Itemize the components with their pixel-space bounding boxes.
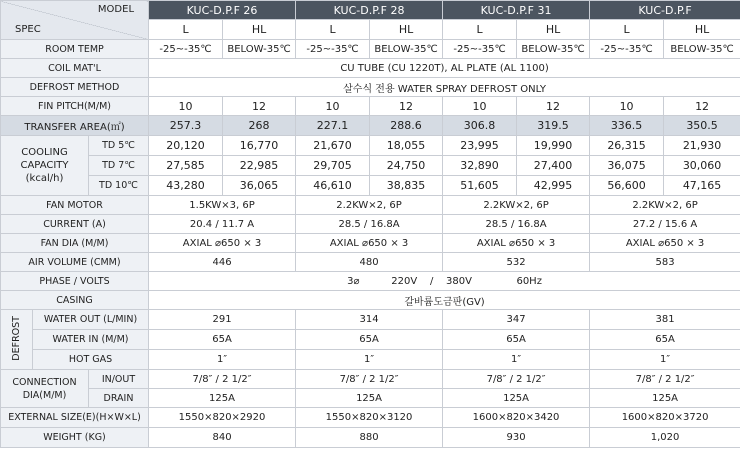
- row-label: TRANSFER AREA(㎡): [1, 116, 149, 136]
- cooling-row-td10: [1, 176, 740, 196]
- variant-header: L: [590, 20, 664, 40]
- defrost-water-in-row: [1, 330, 740, 350]
- cell: 43,280: [149, 176, 223, 196]
- cell: 65A: [149, 330, 296, 350]
- cell: 38,835: [370, 176, 443, 196]
- cell: 갈바륨도금판(GV): [149, 291, 740, 310]
- defrost-water-out-row: [1, 310, 740, 330]
- row-label: CASING: [1, 291, 149, 310]
- cell: 20.4 / 11.7 A: [149, 215, 296, 234]
- coil-mat-row: [1, 59, 740, 78]
- row-label: WATER IN (M/M): [33, 330, 149, 350]
- row-label: IN/OUT: [89, 370, 149, 389]
- connection-inout-row: [1, 370, 740, 389]
- cell: 347: [443, 310, 590, 330]
- cell: 65A: [590, 330, 740, 350]
- row-label: FIN PITCH(M/M): [1, 97, 149, 116]
- variant-header: L: [149, 20, 223, 40]
- cell: 446: [149, 253, 296, 272]
- model-header-label: MODEL: [97, 4, 135, 15]
- row-label: PHASE / VOLTS: [1, 272, 149, 291]
- cell: 36,075: [590, 156, 664, 176]
- variant-header: L: [443, 20, 517, 40]
- connection-group-label: [1, 370, 89, 408]
- row-label: DRAIN: [89, 389, 149, 408]
- cell: 350.5: [664, 116, 740, 136]
- cell: 125A: [443, 389, 590, 408]
- cell: 930: [443, 428, 590, 448]
- cell: 1.5KW×3, 6P: [149, 196, 296, 215]
- cell: 12: [517, 97, 590, 116]
- casing-row: [1, 291, 740, 310]
- cell: 21,670: [296, 136, 370, 156]
- cell: 125A: [590, 389, 740, 408]
- cell: 20,120: [149, 136, 223, 156]
- cell: 880: [296, 428, 443, 448]
- cell: 16,770: [223, 136, 296, 156]
- cell: 1600×820×3420: [443, 408, 590, 428]
- defrost-group-label: [1, 310, 33, 370]
- fan-dia-row: [1, 234, 740, 253]
- cell: 12: [223, 97, 296, 116]
- cell: 1″: [443, 350, 590, 370]
- connection-drain-row: [1, 389, 740, 408]
- variant-header: L: [296, 20, 370, 40]
- cell: 2.2KW×2, 6P: [296, 196, 443, 215]
- cell: 7/8″ / 2 1/2″: [590, 370, 740, 389]
- cell: 306.8: [443, 116, 517, 136]
- room-temp-row: [1, 40, 740, 59]
- cell: 1″: [149, 350, 296, 370]
- cell: 291: [149, 310, 296, 330]
- cell: 12: [370, 97, 443, 116]
- model-header-2: KUC-D.P.F 28: [296, 1, 443, 20]
- cell: -25~-35℃: [443, 40, 517, 59]
- row-label: WEIGHT (KG): [1, 428, 149, 448]
- cell: 10: [149, 97, 223, 116]
- cell: 2.2KW×2, 6P: [590, 196, 740, 215]
- cell: BELOW-35℃: [517, 40, 590, 59]
- cell: 336.5: [590, 116, 664, 136]
- cell: 29,705: [296, 156, 370, 176]
- cell: 24,750: [370, 156, 443, 176]
- cell: 480: [296, 253, 443, 272]
- cell: 27.2 / 15.6 A: [590, 215, 740, 234]
- row-label: DEFROST METHOD: [1, 78, 149, 97]
- model-header-4: KUC-D.P.F: [590, 1, 740, 20]
- cell: 22,985: [223, 156, 296, 176]
- cell: 10: [590, 97, 664, 116]
- cell: 7/8″ / 2 1/2″: [149, 370, 296, 389]
- cell: 1″: [590, 350, 740, 370]
- td-label: TD 10℃: [89, 176, 149, 196]
- cell: 288.6: [370, 116, 443, 136]
- current-row: [1, 215, 740, 234]
- defrost-label: DEFROST: [11, 315, 22, 361]
- cell: 19,990: [517, 136, 590, 156]
- cell: 27,585: [149, 156, 223, 176]
- row-label: FAN MOTOR: [1, 196, 149, 215]
- label-line: CONNECTION: [12, 376, 77, 388]
- variant-header: HL: [517, 20, 590, 40]
- cell: 125A: [296, 389, 443, 408]
- defrost-hot-gas-row: [1, 350, 740, 370]
- cell: 36,065: [223, 176, 296, 196]
- weight-row: [1, 428, 740, 448]
- cell: 18,055: [370, 136, 443, 156]
- td-label: TD 5℃: [89, 136, 149, 156]
- variant-header: HL: [370, 20, 443, 40]
- row-label: FAN DIA (M/M): [1, 234, 149, 253]
- cell: 10: [443, 97, 517, 116]
- variant-header: HL: [223, 20, 296, 40]
- cell: 3⌀ 220V / 380V 60Hz: [149, 272, 740, 291]
- row-label: HOT GAS: [33, 350, 149, 370]
- cell: 51,605: [443, 176, 517, 196]
- cooling-row-td5: [1, 136, 740, 156]
- cell: 23,995: [443, 136, 517, 156]
- cell: AXIAL ⌀650 × 3: [149, 234, 296, 253]
- fin-pitch-row: [1, 97, 740, 116]
- cell: 21,930: [664, 136, 740, 156]
- row-label: ROOM TEMP: [1, 40, 149, 59]
- cell: 381: [590, 310, 740, 330]
- cell: 268: [223, 116, 296, 136]
- cell: AXIAL ⌀650 × 3: [590, 234, 740, 253]
- row-label: CURRENT (A): [1, 215, 149, 234]
- variant-header: HL: [664, 20, 740, 40]
- cell: 1550×820×3120: [296, 408, 443, 428]
- row-label: COIL MAT'L: [1, 59, 149, 78]
- label-line: DIA(M/M): [22, 389, 67, 401]
- row-label: EXTERNAL SIZE(E)(H×W×L): [1, 408, 149, 428]
- defrost-method-row: [1, 78, 740, 97]
- cell: 32,890: [443, 156, 517, 176]
- cell: 42,995: [517, 176, 590, 196]
- cell: 46,610: [296, 176, 370, 196]
- spec-model-header: [1, 1, 149, 40]
- cell: 7/8″ / 2 1/2″: [443, 370, 590, 389]
- cell: 319.5: [517, 116, 590, 136]
- cell: 1550×820×2920: [149, 408, 296, 428]
- cell: 1″: [296, 350, 443, 370]
- cell: 125A: [149, 389, 296, 408]
- external-size-row: [1, 408, 740, 428]
- cell: 65A: [296, 330, 443, 350]
- fan-motor-row: [1, 196, 740, 215]
- cell: 314: [296, 310, 443, 330]
- air-volume-row: [1, 253, 740, 272]
- transfer-area-row: [1, 116, 740, 136]
- cell: AXIAL ⌀650 × 3: [296, 234, 443, 253]
- cell: 532: [443, 253, 590, 272]
- cell: 28.5 / 16.8A: [443, 215, 590, 234]
- cell: 583: [590, 253, 740, 272]
- model-header-1: KUC-D.P.F 26: [149, 1, 296, 20]
- row-label: AIR VOLUME (CMM): [1, 253, 149, 272]
- td-label: TD 7℃: [89, 156, 149, 176]
- cell: 1600×820×3720: [590, 408, 740, 428]
- cooling-row-td7: [1, 156, 740, 176]
- cell: 10: [296, 97, 370, 116]
- cell: -25~-35℃: [296, 40, 370, 59]
- row-label: WATER OUT (L/MIN): [33, 310, 149, 330]
- cell: 26,315: [590, 136, 664, 156]
- cell: -25~-35℃: [590, 40, 664, 59]
- cell: 28.5 / 16.8A: [296, 215, 443, 234]
- cell: BELOW-35℃: [370, 40, 443, 59]
- cell: 65A: [443, 330, 590, 350]
- cell: 47,165: [664, 176, 740, 196]
- cell: BELOW-35℃: [223, 40, 296, 59]
- model-header-3: KUC-D.P.F 31: [443, 1, 590, 20]
- cell: 840: [149, 428, 296, 448]
- cell: 2.2KW×2, 6P: [443, 196, 590, 215]
- cell: -25~-35℃: [149, 40, 223, 59]
- cell: 30,060: [664, 156, 740, 176]
- cell: CU TUBE (CU 1220T), AL PLATE (AL 1100): [149, 59, 740, 78]
- cell: 257.3: [149, 116, 223, 136]
- cell: 1,020: [590, 428, 740, 448]
- cell: 27,400: [517, 156, 590, 176]
- cell: BELOW-35℃: [664, 40, 740, 59]
- label-line: CAPACITY: [20, 160, 69, 171]
- label-line: (kcal/h): [25, 173, 64, 184]
- cooling-capacity-label: [1, 136, 89, 196]
- cell: 227.1: [296, 116, 370, 136]
- cell: 살수식 전용 WATER SPRAY DEFROST ONLY: [149, 78, 740, 97]
- phase-volts-row: [1, 272, 740, 291]
- spec-header-label: SPEC: [15, 24, 41, 35]
- cell: 56,600: [590, 176, 664, 196]
- cell: 7/8″ / 2 1/2″: [296, 370, 443, 389]
- cell: AXIAL ⌀650 × 3: [443, 234, 590, 253]
- label-line: COOLING: [21, 147, 68, 158]
- cell: 12: [664, 97, 740, 116]
